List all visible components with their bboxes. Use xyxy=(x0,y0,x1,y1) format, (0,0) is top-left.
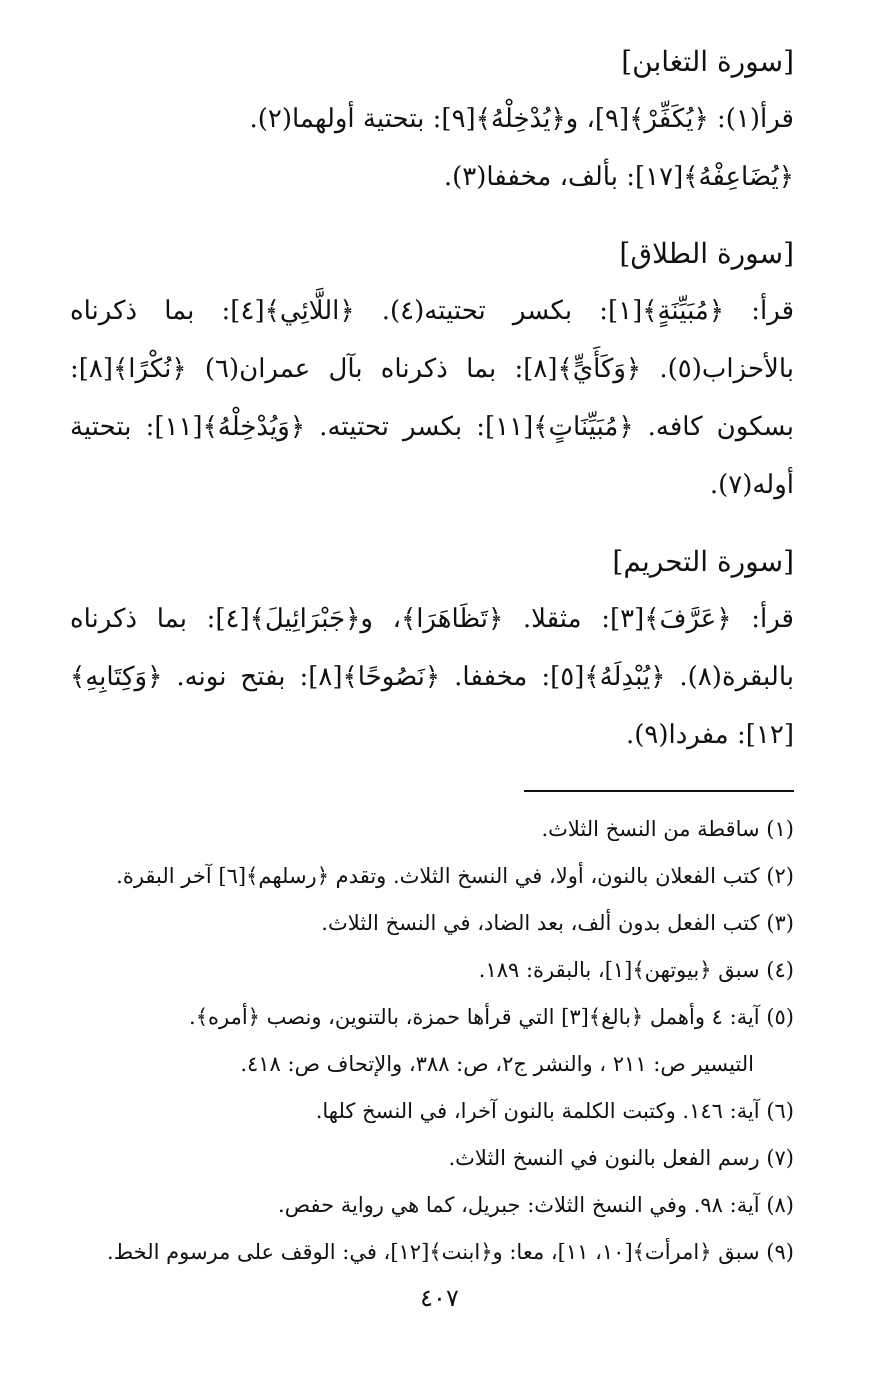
footnote-2: (٢) كتب الفعلان بالنون، أولا، في النسخ الثلاث. وتقدم ﴿رسلهم﴾[٦] آخر البقرة. xyxy=(116,864,794,888)
footnote-6: (٦) آية: ١٤٦. وكتبت الكلمة بالنون آخرا، في النسخ كلها. xyxy=(315,1099,794,1123)
text-line: ﴿يُضَاعِفْهُ﴾[١٧]: بألف، مخففا(٣). xyxy=(443,162,794,192)
footnote-7: (٧) رسم الفعل بالنون في النسخ الثلاث. xyxy=(448,1146,794,1170)
page-number: ٤٠٧ xyxy=(420,1284,459,1312)
section-heading: [سورة التغابن] xyxy=(621,45,794,78)
footnotes xyxy=(70,806,794,1276)
footnote-4: (٤) سبق ﴿بيوتهن﴾[١]، بالبقرة: ١٨٩. xyxy=(478,958,794,982)
section-text: قرأ: ﴿مُبَيِّنَةٍ﴾[١]: بكسر تحتيته(٤). ﴿اللَّائِي﴾[٤]: بما ذكرناه بالأحزاب(٥). ﴿وَكَأَيٍّ﴾[٨]: بما ذكرناه بآل عمران(٦) ﴿نُكْرًا﴾[٨]: بسكون كافه. ﴿مُبَيِّنَاتٍ﴾[١١]: بكسر تحتيته. ﴿وَيُدْخِلْهُ﴾[١١]: بتحتية أوله(٧). xyxy=(70,296,794,500)
section-heading: [سورة الطلاق] xyxy=(619,237,794,270)
footnote-5: (٥) آية: ٤ وأهمل ﴿بالغ﴾[٣] التي قرأها حمزة، بالتنوين، ونصب ﴿أمره﴾. xyxy=(189,1005,794,1029)
section-text: قرأ: ﴿عَرَّفَ﴾[٣]: مثقلا. ﴿تَظَاهَرَا﴾، و﴿جَبْرَائِيلَ﴾[٤]: بما ذكرناه بالبقرة(٨). ﴿يُبْدِلَهُ﴾[٥]: مخففا. ﴿نَصُوحًا﴾[٨]: بفتح نونه. ﴿وَكِتَابِهِ﴾[١٢]: مفردا(٩). xyxy=(70,604,794,750)
footnote-1: (١) ساقطة من النسخ الثلاث. xyxy=(541,817,794,841)
section-heading: [سورة التحريم] xyxy=(612,545,794,578)
footnote-5-continuation: التيسير ص: ٢١١ ، والنشر ج٢، ص: ٣٨٨، والإتحاف ص: ٤١٨. xyxy=(240,1052,754,1076)
footnote-divider xyxy=(524,790,794,792)
footnote-8: (٨) آية: ٩٨. وفي النسخ الثلاث: جبريل، كما هي رواية حفص. xyxy=(278,1193,794,1217)
text-line: قرأ(١): ﴿يُكَفِّرْ﴾[٩]، و﴿يُدْخِلْهُ﴾[٩]: بتحتية أولهما(٢). xyxy=(249,104,794,134)
footnote-3: (٣) كتب الفعل بدون ألف، بعد الضاد، في النسخ الثلاث. xyxy=(321,911,794,935)
section-taghabun xyxy=(70,40,794,206)
footnote-9: (٩) سبق ﴿امرأت﴾[١٠، ١١]، معا: و﴿ابنت﴾[١٢]، في: الوقف على مرسوم الخط. xyxy=(107,1240,794,1264)
section-talaq xyxy=(70,232,794,514)
page-body xyxy=(70,40,794,1276)
section-text xyxy=(70,90,794,206)
section-tahrim xyxy=(70,540,794,764)
